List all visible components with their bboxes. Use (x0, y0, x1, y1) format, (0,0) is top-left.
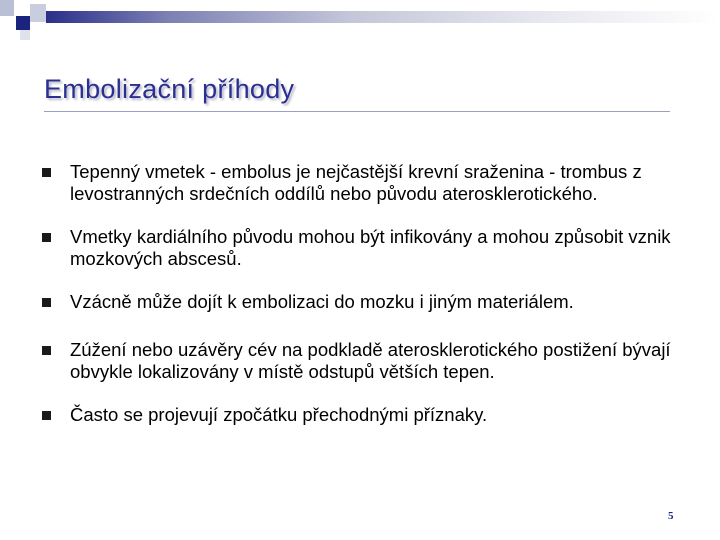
decor-square (16, 16, 30, 30)
header-decoration (0, 0, 720, 40)
bullet-list (42, 161, 682, 447)
slide-title: Embolizační příhody (44, 74, 295, 104)
bullet-text: Tepenný vmetek - embolus je nejčastější krevní sraženina - trombus z levostranných srdečních oddílů nebo původu aterosklerotického. (70, 161, 642, 204)
decor-square (20, 30, 30, 40)
square-bullet-icon (42, 233, 51, 242)
square-bullet-icon (42, 168, 51, 177)
square-bullet-icon (42, 298, 51, 307)
bullet-text: Zúžení nebo uzávěry cév na podkladě aterosklerotického postižení bývají obvykle lokalizovány v místě odstupů větších tepen. (70, 339, 671, 382)
bullet-item (42, 291, 682, 313)
bullet-item (42, 404, 682, 426)
bullet-item (42, 161, 682, 205)
bullet-text: Vmetky kardiálního původu mohou být infikovány a mohou způsobit vznik mozkových abscesů. (70, 226, 671, 269)
decor-square (30, 4, 46, 22)
bullet-item (42, 226, 682, 270)
title-divider (44, 111, 670, 112)
bullet-text: Vzácně může dojít k embolizaci do mozku i jiným materiálem. (70, 291, 574, 312)
bullet-item (42, 339, 682, 383)
square-bullet-icon (42, 411, 51, 420)
decor-square (0, 0, 14, 16)
decor-square (0, 16, 14, 30)
bullet-text: Často se projevují zpočátku přechodnými příznaky. (70, 404, 488, 425)
square-bullet-icon (42, 346, 51, 355)
header-gradient-bar (46, 11, 720, 23)
page-number: 5 (668, 510, 674, 522)
decor-square (14, 0, 26, 14)
